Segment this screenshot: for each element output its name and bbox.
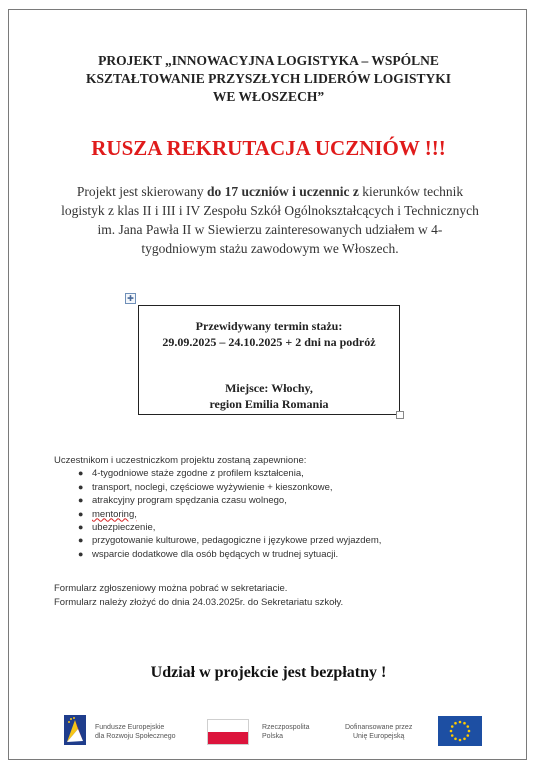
project-title-line-2: KSZTAŁTOWANIE PRZYSZŁYCH LIDERÓW LOGISTYKI: [86, 71, 451, 86]
free-participation-note: Udział w projekcie jest bezpłatny !: [150, 664, 387, 681]
eu-star-icon: [459, 739, 462, 742]
eu-text-line-1: Dofinansowane przez: [345, 724, 413, 731]
list-item: [54, 548, 494, 561]
bullet-icon: ●: [78, 522, 84, 533]
list-item-text: wsparcie dodatkowe dla osób będących w trudnej sytuacji.: [92, 548, 339, 560]
intro-paragraph: [39, 182, 501, 258]
list-item: [54, 534, 494, 547]
forms-line-1: Formularz zgłoszeniowy można pobrać w sekretariacie.: [54, 583, 288, 594]
intro-line-2: logistyk z klas II i III i IV Zespołu Szkół Ogólnokształcących i Technicznych: [61, 203, 479, 218]
list-item-text: mentoring,: [92, 508, 137, 520]
funding-logos-footer: [64, 715, 484, 751]
eu-star-icon: [450, 730, 453, 733]
eu-star-icon: [463, 737, 466, 740]
eu-star-icon: [466, 725, 469, 728]
benefits-lead: Uczestnikom i uczestniczkom projektu zostaną zapewnione:: [54, 455, 307, 466]
list-item-text: przygotowanie kulturowe, pedagogiczne i językowe przed wyjazdem,: [92, 535, 382, 547]
eu-star-icon: [468, 730, 471, 733]
bullet-icon: ●: [78, 548, 84, 559]
bullet-icon: ●: [78, 481, 84, 492]
bullet-icon: ●: [78, 495, 84, 506]
project-title-line-3: WE WŁOSZECH”: [212, 89, 325, 104]
list-item: [54, 481, 494, 494]
eu-funding-text: [345, 723, 412, 741]
internship-place-label: Miejsce: Włochy,: [225, 381, 313, 395]
poland-flag-icon: [207, 719, 249, 745]
document-page: [8, 9, 527, 760]
european-funds-text: [95, 723, 176, 741]
eu-star-icon: [454, 737, 457, 740]
fe-text-line-2: dla Rozwoju Społecznego: [95, 733, 176, 740]
internship-info-box[interactable]: [138, 305, 400, 415]
european-funds-logo: [64, 715, 86, 745]
list-item: [54, 521, 494, 534]
move-cross-icon[interactable]: ✚: [125, 293, 136, 304]
eu-star-icon: [451, 734, 454, 737]
intro-text: kierunków technik: [358, 184, 464, 199]
list-item-text: 4-tygodniowe staże zgodne z profilem kształcenia,: [92, 468, 304, 480]
forms-info: [54, 582, 343, 610]
internship-place-region: region Emilia Romania: [209, 397, 329, 411]
eu-star-icon: [451, 725, 454, 728]
list-item-text: atrakcyjny program spędzania czasu wolnego,: [92, 495, 287, 507]
project-title-line-1: PROJEKT „INNOWACYJNA LOGISTYKA – WSPÓLNE: [98, 53, 439, 68]
eu-star-icon: [466, 734, 469, 737]
eu-star-icon: [463, 722, 466, 725]
eu-star-icon: [459, 721, 462, 724]
list-item: [54, 467, 494, 480]
rp-text-line-1: Rzeczpospolita: [262, 724, 310, 731]
rzeczpospolita-text: [262, 723, 309, 741]
intro-text: Projekt jest skierowany: [76, 184, 207, 199]
internship-term-label: Przewidywany termin stażu:: [195, 319, 343, 333]
list-item-text: ubezpieczenie,: [92, 522, 156, 534]
resize-handle[interactable]: [396, 411, 404, 419]
bullet-icon: ●: [78, 535, 84, 546]
eu-text-line-2: Unię Europejską: [352, 733, 405, 740]
list-item-text: transport, noclegi, częściowe wyżywienie + kieszonkowe,: [92, 481, 333, 493]
list-item: [54, 494, 494, 507]
project-title: [9, 52, 528, 106]
recruitment-headline: RUSZA REKRUTACJA UCZNIÓW !!!: [91, 136, 446, 160]
intro-line-1: [39, 182, 501, 201]
benefits-list: [54, 467, 494, 561]
forms-line-2: Formularz należy złożyć do dnia 24.03.2025r. do Sekretariatu szkoły.: [54, 597, 344, 608]
eu-star-icon: [454, 722, 457, 725]
benefits-section: [54, 454, 494, 561]
internship-term-dates: 29.09.2025 – 24.10.2025 + 2 dni na podróż: [162, 335, 376, 349]
rp-text-line-2: Polska: [262, 733, 284, 740]
intro-line-4: tygodniowym stażu zawodowym we Włoszech.: [141, 241, 399, 256]
eu-flag-icon: [438, 716, 482, 746]
bullet-icon: ●: [78, 468, 84, 479]
intro-line-3: im. Jana Pawła II w Siewierzu zainteresowanych udziałem w 4-: [97, 222, 443, 237]
fe-text-line-1: Fundusze Europejskie: [95, 724, 165, 731]
bullet-icon: ●: [78, 508, 84, 519]
list-item: [54, 508, 494, 521]
intro-bold-text: do 17 uczniów i uczennic z: [207, 184, 359, 199]
